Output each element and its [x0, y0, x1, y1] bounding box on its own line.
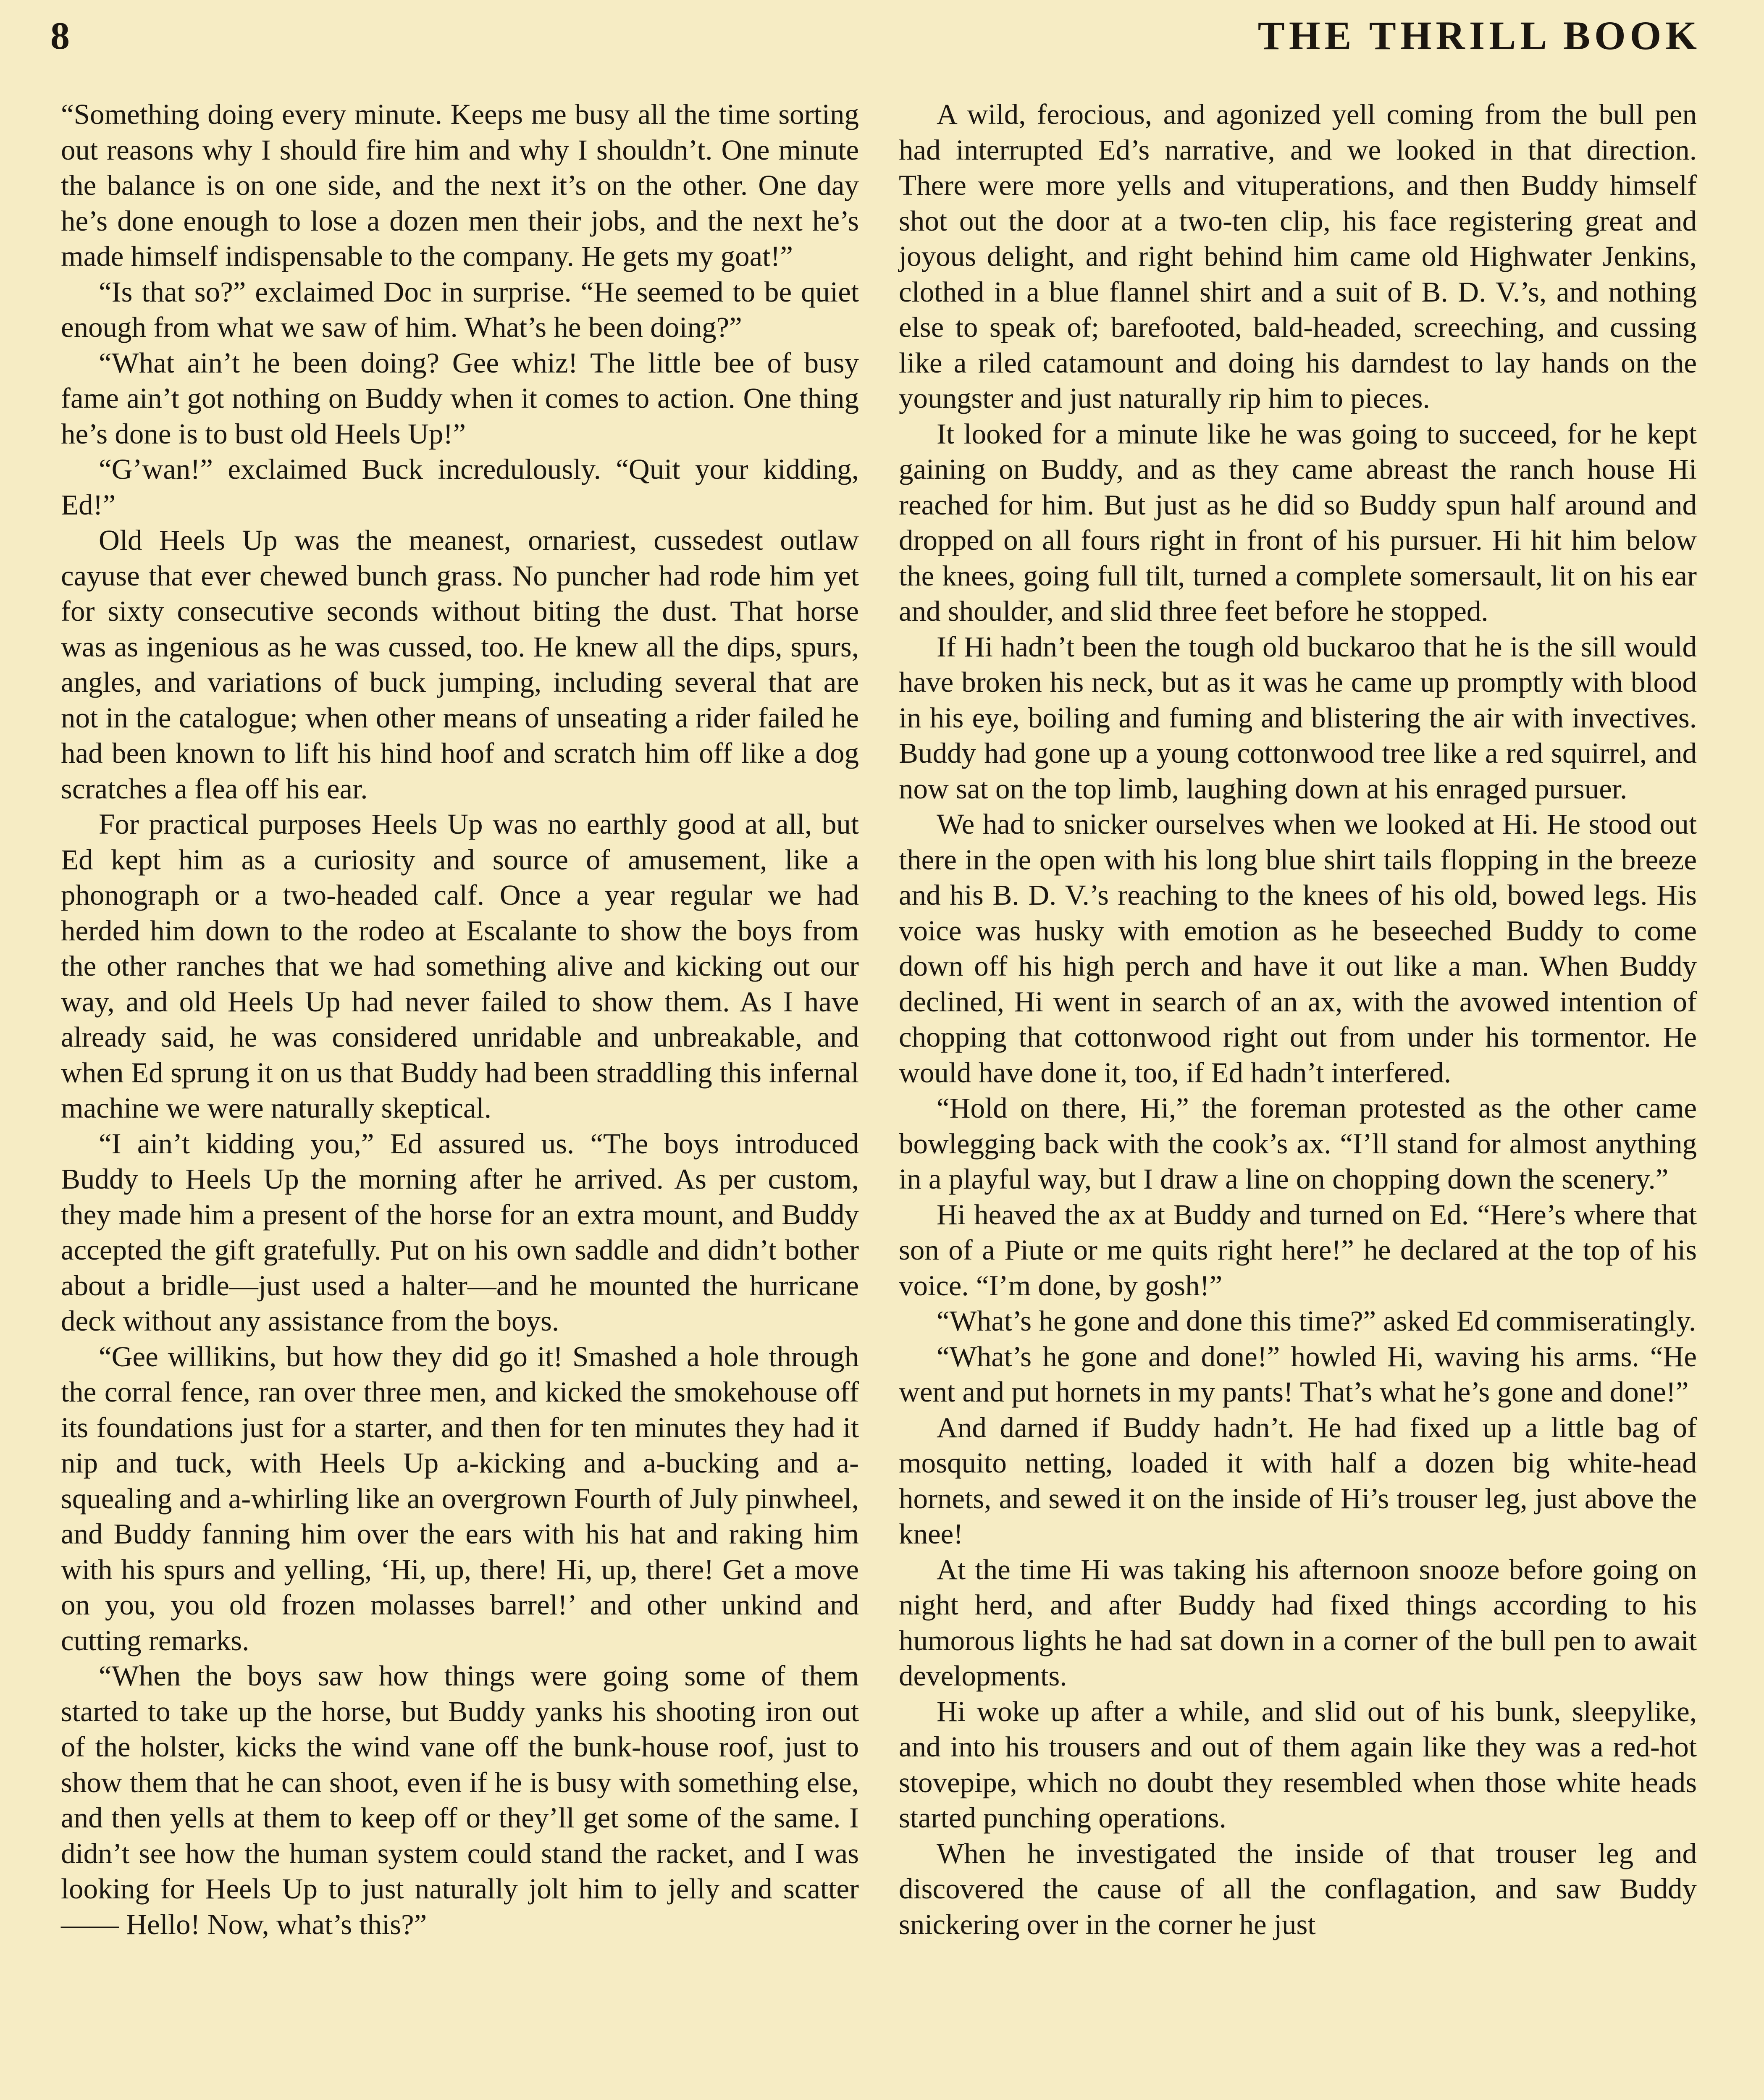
paragraph: “I ain’t kidding you,” Ed assured us. “The boys introduced Buddy to Heels Up the morning after he arrived. As per custom, they made him a present of the horse for an extra mount, and Buddy accepted the gift gratefully. Put on his own saddle and didn’t bother about a bridle—just used a halter—and he mounted the hurricane deck without any assistance from the boys. — [61, 1127, 859, 1337]
paragraph: Hi heaved the ax at Buddy and turned on Ed. “Here’s where that son of a Piute or me quits right here!” he declared at the top of his voice. “I’m done, by gosh!” — [899, 1198, 1697, 1302]
paragraph: Hi woke up after a while, and slid out of his bunk, sleepylike, and into his trousers and out of them again like they was a red-hot stovepipe, which no doubt they resembled when those white heads started punching operations. — [899, 1695, 1697, 1834]
paragraph: It looked for a minute like he was going to succeed, for he kept gaining on Buddy, and as they came abreast the ranch house Hi reached for him. But just as he did so Buddy spun half around and dropped on all fours right in front of his pursuer. Hi hit him below the knees, going full tilt, turned a complete somersault, lit on his ear and shoulder, and slid three feet before he stopped. — [899, 417, 1697, 627]
paragraph: “What ain’t he been doing? Gee whiz! The little bee of busy fame ain’t got nothing on Buddy when it comes to action. One thing he’s done is to bust old Heels Up!” — [61, 346, 859, 450]
paragraph: “What’s he gone and done!” howled Hi, waving his arms. “He went and put hornets in my pants! That’s what he’s gone and done!” — [899, 1340, 1697, 1408]
paragraph: “Gee willikins, but how they did go it! Smashed a hole through the corral fence, ran over three men, and kicked the smokehouse off its foundations just for a starter, and then for ten minutes they had it nip and tuck, with Heels Up a-kicking and a-bucking and a-squealing and a-whirling like an overgrown Fourth of July pinwheel, and Buddy fanning him over the ears with his hat and raking him with his spurs and yelling, ‘Hi, up, there! Hi, up, there! Get a move on you, you old frozen molasses barrel!’ and other unkind and cutting remarks. — [61, 1340, 859, 1656]
paragraph: “Something doing every minute. Keeps me busy all the time sorting out reasons why I should fire him and why I shouldn’t. One minute the balance is on one side, and the next it’s on the other. One day he’s done enough to lose a dozen men their jobs, and the next he’s made himself indispensable to the company. He gets my goat!” — [61, 98, 859, 272]
paragraph: “Is that so?” exclaimed Doc in surprise. “He seemed to be quiet enough from what we saw of him. What’s he been doing?” — [61, 276, 859, 343]
left-column — [61, 97, 859, 1942]
right-column — [899, 97, 1697, 1942]
paragraph: When he investigated the inside of that trouser leg and discovered the cause of all the conflagation, and saw Buddy snickering over in the corner he just — [899, 1837, 1697, 1940]
paragraph: For practical purposes Heels Up was no earthly good at all, but Ed kept him as a curiosity and source of amusement, like a phonograph or a two-headed calf. Once a year regular we had herded him down to the rodeo at Escalante to show the boys from the other ranches that we had something alive and kicking out our way, and old Heels Up had never failed to show them. As I have already said, he was considered unridable and unbreakable, and when Ed sprung it on us that Buddy had been straddling this infernal machine we were naturally skeptical. — [61, 808, 859, 1124]
paragraph: We had to snicker ourselves when we looked at Hi. He stood out there in the open with his long blue shirt tails flopping in the breeze and his B. D. V.’s reaching to the knees of his old, bowed legs. His voice was husky with emotion as he beseeched Buddy to come down off his high perch and have it out like a man. When Buddy declined, Hi went in search of an ax, with the avowed intention of chopping that cottonwood right out from under his tormentor. He would have done it, too, if Ed hadn’t interfered. — [899, 808, 1697, 1089]
paragraph: And darned if Buddy hadn’t. He had fixed up a little bag of mosquito netting, loaded it with half a dozen big white-head hornets, and sewed it on the inside of Hi’s trouser leg, just above the knee! — [899, 1411, 1697, 1550]
paragraph: “When the boys saw how things were going some of them started to take up the horse, but Buddy yanks his shooting iron out of the holster, kicks the wind vane off the bunk-house roof, just to show them that he can shoot, even if he is busy with something else, and then yells at them to keep off or they’ll get some of the same. I didn’t see how the human system could stand the racket, and I was looking for Heels Up to just naturally jolt him to jelly and scatter—— Hello! Now, what’s this?” — [61, 1660, 859, 1940]
paragraph: “Hold on there, Hi,” the foreman protested as the other came bowlegging back with the cook’s ax. “I’ll stand for almost anything in a playful way, but I draw a line on chopping down the scenery.” — [899, 1092, 1697, 1195]
magazine-title: THE THRILL BOOK — [1257, 13, 1701, 58]
paragraph: If Hi hadn’t been the tough old buckaroo that he is the sill would have broken his neck, but as it was he came up promptly with blood in his eye, boiling and fuming and blistering the air with invectives. Buddy had gone up a young cottonwood tree like a red squirrel, and now sat on the top limb, laughing down at his enraged pursuer. — [899, 630, 1697, 805]
paragraph: Old Heels Up was the meanest, ornariest, cussedest outlaw cayuse that ever chewed bunch grass. No puncher had rode him yet for sixty consecutive seconds without biting the dust. That horse was as ingenious as he was cussed, too. He knew all the dips, spurs, angles, and variations of buck jumping, including several that are not in the catalogue; when other means of unseating a rider failed he had been known to lift his hind hoof and scratch him off like a dog scratches a flea off his ear. — [61, 524, 859, 805]
page-header — [50, 13, 1701, 76]
page-number: 8 — [50, 14, 70, 57]
paragraph: “G’wan!” exclaimed Buck incredulously. “Quit your kidding, Ed!” — [61, 453, 859, 521]
paragraph: A wild, ferocious, and agonized yell coming from the bull pen had interrupted Ed’s narrative, and we looked in that direction. There were more yells and vituperations, and then Buddy himself shot out the door at a two-ten clip, his face registering great and joyous delight, and right behind him came old Highwater Jenkins, clothed in a blue flannel shirt and a suit of B. D. V.’s, and nothing else to speak of; barefooted, bald-headed, screeching, and cussing like a riled catamount and doing his darndest to lay hands on the youngster and just naturally rip him to pieces. — [899, 98, 1697, 414]
paragraph: At the time Hi was taking his afternoon snooze before going on night herd, and after Buddy had fixed things according to his humorous lights he had sat down in a corner of the bull pen to await developments. — [899, 1553, 1697, 1692]
paragraph: “What’s he gone and done this time?” asked Ed commiseratingly. — [937, 1305, 1696, 1337]
